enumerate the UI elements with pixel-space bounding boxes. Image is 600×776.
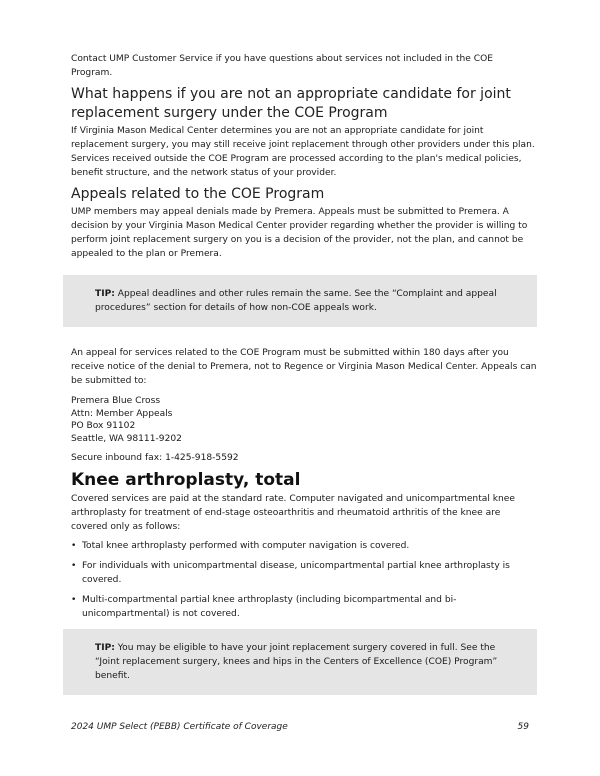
list-item: • Total knee arthroplasty performed with computer navigation is covered.: [71, 539, 537, 553]
address-line: Attn: Member Appeals: [71, 408, 173, 419]
section-heading-not-candidate: What happens if you are not an appropriate candidate for joint replacement surgery under the COE Program: [71, 86, 511, 121]
page-footer: [71, 722, 529, 732]
tip-label: TIP:: [95, 643, 115, 653]
mailing-address: [71, 395, 537, 445]
knee-bullet-list: [71, 539, 537, 621]
tip-body: Appeal deadlines and other rules remain the same. See the “Complaint and appeal procedures” section for details of how non-COE appeals work.: [95, 289, 497, 313]
tip-text: [95, 287, 513, 315]
section-heading-appeals: Appeals related to the COE Program: [71, 186, 325, 202]
tip-box-appeals: [63, 275, 537, 327]
appeal-paragraph: An appeal for services related to the COE Program must be submitted within 180 days after you receive notice of the denial to Premera, not to Regence or Virginia Mason Medical Center. Appeals can be submitted to:: [71, 348, 537, 386]
page-content: [71, 52, 537, 695]
knee-heading: Knee arthroplasty, total: [71, 470, 301, 490]
intro-text: Contact UMP Customer Service if you have questions about services not included in the COE Program.: [71, 54, 494, 78]
footer-title: 2024 UMP Select (PEBB) Certificate of Coverage: [71, 722, 288, 732]
tip-body: You may be eligible to have your joint replacement surgery covered in full. See the “Joint replacement surgery, knees and hips in the Centers of Excellence (COE) Program” benefit.: [95, 643, 498, 681]
list-item: • Multi-compartmental partial knee arthroplasty (including bicompartmental and bi-unicompartmental) is not covered.: [71, 593, 537, 621]
address-line: Premera Blue Cross: [71, 396, 161, 406]
address-line: PO Box 91102: [71, 421, 136, 431]
section-body-not-candidate: If Virginia Mason Medical Center determines you are not an appropriate candidate for joint replacement surgery, you may still receive joint replacement through other providers under this plan. Services received outside the COE Program are processed according to the plan's medical policies, benefit structure, and the network status of your provider.: [71, 126, 535, 178]
knee-body: Covered services are paid at the standard rate. Computer navigated and unicompartmental knee arthroplasty for treatment of end-stage osteoarthritis and rheumatoid arthritis of the knee are covered only as follows:: [71, 494, 515, 532]
section-body-appeals: UMP members may appeal denials made by Premera. Appeals must be submitted to Premera. A decision by your Virginia Mason Medical Center provider regarding whether the provider is willing to perform joint replacement surgery on you is a decision of the provider, not the plan, and cannot be appealed to the plan or Premera.: [71, 207, 528, 259]
address-line: Seattle, WA 98111-9202: [71, 433, 182, 444]
fax-number: Secure inbound fax: 1-425-918-5592: [71, 453, 239, 463]
tip-box-knee: [63, 629, 537, 695]
list-item: • For individuals with unicompartmental disease, unicompartmental partial knee arthroplasty is covered.: [71, 559, 537, 587]
tip-label: TIP:: [95, 289, 115, 299]
tip-text: [95, 641, 513, 683]
page-number: 59: [517, 722, 529, 732]
